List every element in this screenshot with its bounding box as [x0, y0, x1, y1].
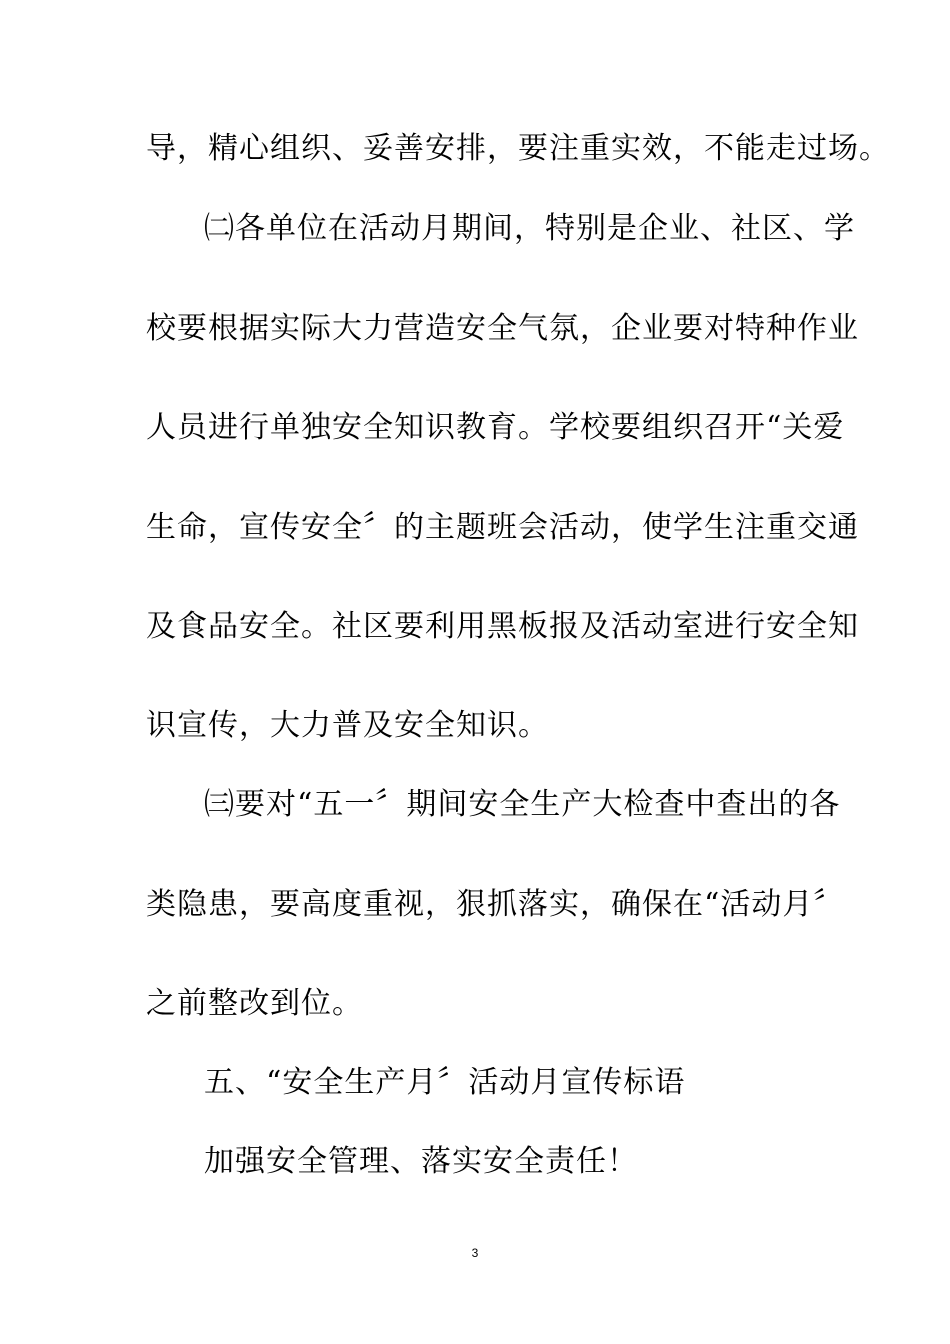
paragraph-line: 人员进行单独安全知识教育。学校要组织召开“关爱	[146, 410, 845, 445]
slogan-line: 加强安全管理、落实安全责任！	[204, 1144, 638, 1179]
paragraph-line: 校要根据实际大力营造安全气氛，企业要对特种作业	[146, 311, 859, 346]
paragraph-line: ㈡各单位在活动月期间，特别是企业、社区、学	[204, 211, 855, 246]
paragraph-line: 生命，宣传安全〞的主题班会活动，使学生注重交通	[146, 510, 859, 545]
paragraph-line: 及食品安全。社区要利用黑板报及活动室进行安全知	[146, 609, 859, 644]
paragraph-line: 导，精心组织、妥善安排，要注重实效，不能走过场。	[146, 131, 890, 166]
section-heading: 五、“安全生产月〞活动月宣传标语	[204, 1065, 686, 1100]
paragraph-line: 之前整改到位。	[146, 986, 363, 1021]
page-number: 3	[471, 1246, 479, 1260]
paragraph-line: ㈢要对“五一〞期间安全生产大检查中查出的各	[204, 787, 841, 822]
paragraph-line: 识宣传，大力普及安全知识。	[146, 708, 549, 743]
paragraph-line: 类隐患，要高度重视，狠抓落实，确保在“活动月〞	[146, 887, 845, 922]
